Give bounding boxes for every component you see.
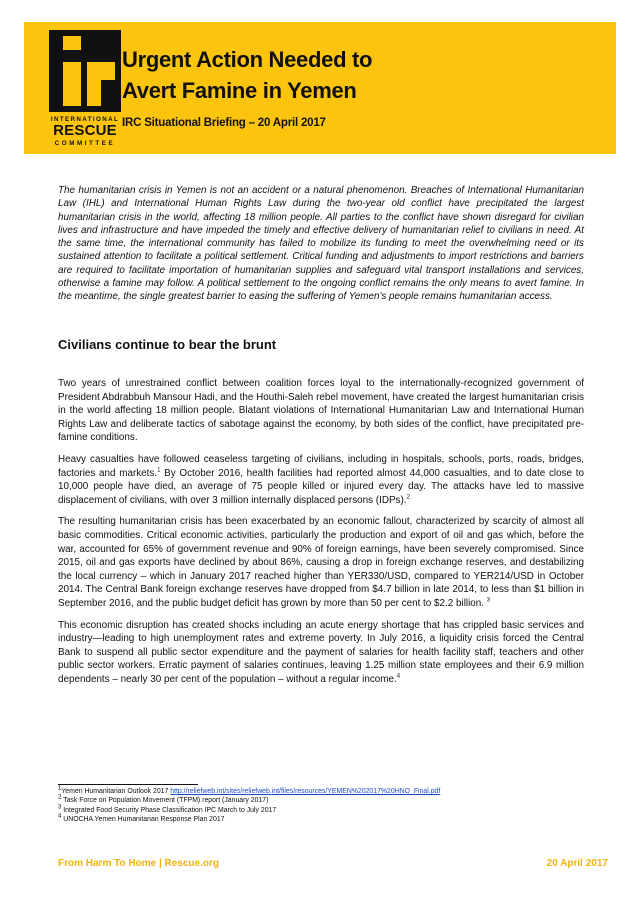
paragraph-2 [58,453,584,507]
footnote-2-number: 2 [58,795,62,802]
footnote-1-text: Yemen Humanitarian Outlook 2017 [61,788,171,795]
footnote-2 [58,796,598,805]
footnote-4-number: 4 [58,813,62,820]
paragraph-2-part-b: By October 2016, health facilities had reported almost 44,000 casualties, and to date close to 10,000 people have died, an average of 75 people killed or injured every day. The attacks have led to massive displacement of civilians, with over 3 million internally displaced persons (IDPs). [58,467,584,506]
paragraph-4-text: This economic disruption has created shocks including an acute energy shortage that has crippled basic services and industry—leading to high unemployment rates and extreme poverty. In July 2016, a liquidity crisis forced the Central Bank to suspend all public sector expenditure and the payment of salaries for health facility staff, teachers and other public sector workers. Erratic payment of salaries continues, leaving 1.25 million state employees and their 6.9 million dependents – nearly 30 per cent of the population – without a regular income. [58,619,584,685]
body-text [58,377,584,694]
footnote-1 [58,787,598,796]
footnote-ref-4: 4 [396,673,401,680]
footnote-4-text: UNOCHA Yemen Humanitarian Response Plan 2017 [61,816,225,824]
irc-logo-mark-icon [49,30,121,112]
footnote-1-number: 1 [58,785,62,792]
title-line-1: Urgent Action Needed to [122,47,373,72]
paragraph-3-text: The resulting humanitarian crisis has been exacerbated by an economic fallout, characterized by scarcity of almost all basic commodities. Critical economic activities, particularly the production and export of oil and gas which, before the war, accounted for 65% of government revenue and 90% of foreign earnings, have been severely compromised. Since 2015, oil and gas exports have declined by about 86%, causing a drop in foreign exchange reserves, and destabilizing the local currency – which in January 2017 reached higher than YER330/USD, compared to YER214/USD in October 2014. The Central Bank foreign exchange reserves have dropped from $4.7 billion in late 2014, to less than $1 billion in September 2016, and the public budget deficit has grown by more than 50 per cent to $2.2 billion. [58,516,584,609]
footnote-2-text: Task Force on Population Movement (TFPM) report (January 2017) [61,797,269,805]
footer-date: 20 April 2017 [546,858,608,869]
footnote-divider [58,784,198,785]
section-heading: Civilians continue to bear the brunt [58,337,277,352]
footnote-ref-3: 3 [486,597,491,604]
title-line-2: Avert Famine in Yemen [122,78,357,103]
page-subtitle: IRC Situational Briefing – 20 April 2017 [122,117,326,129]
footnote-4 [58,815,598,824]
footer-tagline: From Harm To Home | Rescue.org [58,858,219,869]
paragraph-2-part-a: Heavy casualties have followed ceaseless targeting of civilians, including in hospitals, schools, ports, roads, bridges, factories and markets. [58,453,584,479]
logo-text-international: INTERNATIONAL [50,116,120,123]
intro-text: The humanitarian crisis in Yemen is not an accident or a natural phenomenon. Breaches of International Humanitarian Law (IHL) and International Human Rights Law during the two-year old conflict have precipitated the largest humanitarian crisis in the world, affecting 18 million people. All parties to the conflict have shown disregard for civilian lives and infrastructure and have impeded the timely and effective delivery of humanitarian relief to civilians in need. At the same time, the international community has failed to mobilize its funding to meet the overwhelming need or its sustained attention to facilitate a political settlement. Critical funding and adjustments to import restrictions and barriers are required to facilitate importation of humanitarian supplies and safeguard vital transport installations and services, otherwise a famine may follow. A political settlement to the ongoing conflict remains the only means to avert famine. In the meantime, the single greatest barrier to easing the suffering of Yemen's people remains humanitarian access. [58,185,584,303]
footnote-1-link[interactable]: http://reliefweb.int/sites/reliefweb.int/files/resources/YEMEN%202017%20HNO_Final.pdf [170,788,441,795]
paragraph-3 [58,515,584,610]
footnote-3-number: 3 [58,804,62,811]
footnote-3 [58,806,598,815]
footnote-3-text: Integrated Food Security Phase Classification IPC March to July 2017 [61,806,277,814]
page-title [122,44,602,106]
paragraph-4 [58,619,584,687]
logo-text-committee: COMMITTEE [54,140,116,147]
logo-text-rescue: RESCUE [53,122,117,139]
footnote-ref-2: 2 [406,494,410,501]
paragraph-1: Two years of unrestrained conflict between coalition forces loyal to the internationally-recognized government of President Abdrabbuh Mansour Hadi, and the Houthi-Saleh rebel movement, have created the largest humanitarian crisis in the world affecting 18 million people. Blatant violations of International Humanitarian Law and International Human Rights Law and deliberate tactics of sabotage against the economy, by both sides of the conflict, have precipitated pre-famine conditions. [58,378,584,444]
footnotes [58,787,598,825]
footnote-ref-1: 1 [157,467,161,474]
intro-summary [58,184,584,304]
header-banner [24,22,616,154]
irc-logo [49,30,121,154]
